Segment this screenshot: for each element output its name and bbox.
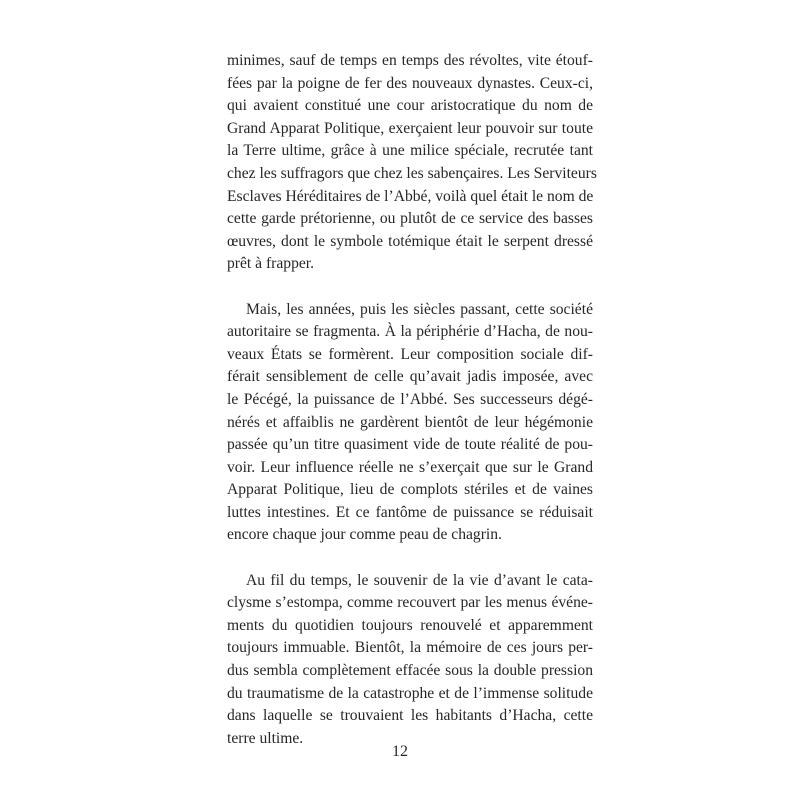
text-line: dus sembla complètement effacée sous la double pression [227,662,593,680]
text-line: terre ultime. [227,729,304,747]
text-line: passée qu’un titre quasiment vide de toute réalité de pou- [227,436,593,454]
text-line: Au fil du temps, le souvenir de la vie d’avant le cata- [246,571,593,589]
text-line: veaux États se formèrent. Leur composition sociale dif- [227,345,593,363]
text-line: encore chaque jour comme peau de chagrin. [227,526,502,544]
text-line: férait sensiblement de celle qu’avait jadis imposée, avec [227,368,593,386]
text-line: chez les suffragors que chez les sabençaires. Les Serviteurs [227,164,597,182]
text-line: le Pécégé, la puissance de l’Abbé. Ses successeurs dégé- [227,390,593,408]
paragraph-spacer [227,276,593,299]
text-line: cette garde prétorienne, ou plutôt de ce service des basses [227,210,593,228]
paragraph-1 [227,50,597,276]
text-line: œuvres, dont le symbole totémique était le serpent dressé [227,232,593,250]
text-line: luttes intestines. Et ce fantôme de puissance se réduisait [227,503,593,521]
text-line: dans laquelle se trouvaient les habitants d’Hacha, cette [227,707,593,725]
paragraph-2 [227,299,593,548]
paragraph-3 [227,570,593,751]
text-line: Esclaves Héréditaires de l’Abbé, voilà quel était le nom de [227,187,594,205]
paragraph-spacer [227,547,593,570]
text-line: qui avaient constitué une cour aristocratique du nom de [227,97,593,115]
page-number: 12 [392,743,408,760]
body-text [227,50,597,750]
text-line: fées par la poigne de fer des nouveaux dynastes. Ceux-ci, [227,74,593,92]
text-line: prêt à frapper. [227,255,315,273]
text-line: voir. Leur influence réelle ne s’exerçait que sur le Grand [227,458,593,476]
text-line: Mais, les années, puis les siècles passant, cette société [246,300,593,318]
text-line: Apparat Politique, lieu de complots stériles et de vaines [227,481,593,499]
text-line: du traumatisme de la catastrophe et de l’immense solitude [227,684,593,702]
text-line: minimes, sauf de temps en temps des révoltes, vite étouf- [227,52,593,69]
text-line: toujours immuable. Bientôt, la mémoire de ces jours per- [227,639,593,657]
text-line: autoritaire se fragmenta. À la périphérie d’Hacha, de nou- [227,323,593,341]
text-line: la Terre ultime, grâce à une milice spéciale, recrutée tant [227,142,593,160]
text-line: clysme s’estompa, comme recouvert par les menus événe- [227,594,593,612]
text-line: ments du quotidien toujours renouvelé et apparemment [227,616,593,634]
text-line: Grand Apparat Politique, exerçaient leur pouvoir sur toute [227,119,593,137]
text-line: nérés et affaiblis ne gardèrent bientôt de leur hégémonie [227,413,593,431]
